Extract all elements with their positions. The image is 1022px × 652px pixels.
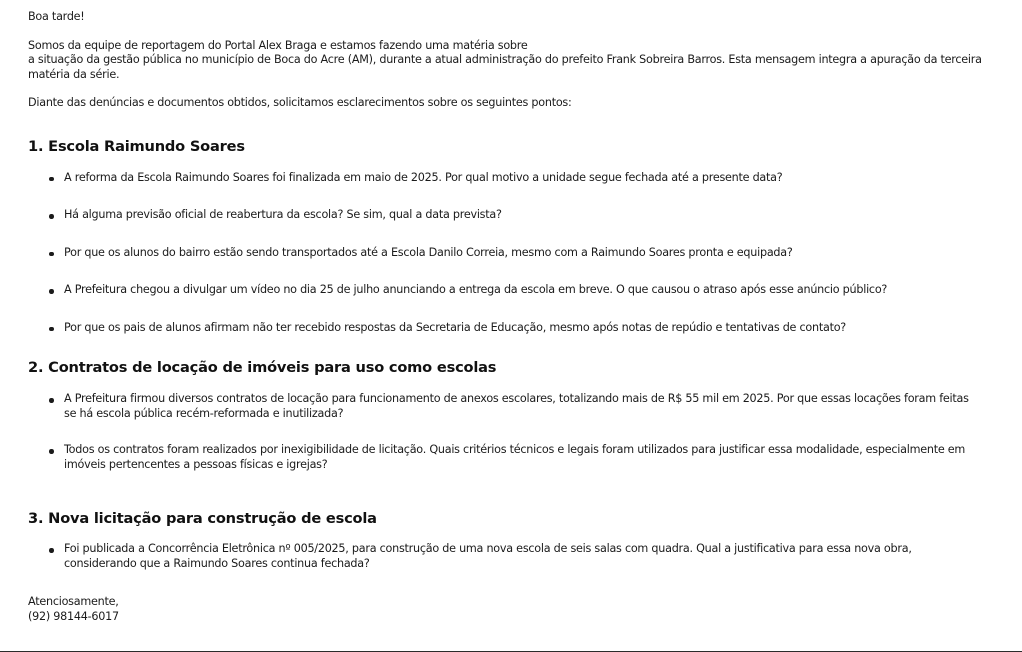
intro-line-1: Somos da equipe de reportagem do Portal Alex Braga e estamos fazendo uma matéria sobre: [28, 38, 528, 52]
section-title-licitacao: 3. Nova licitação para construção de escola: [28, 510, 377, 527]
email-body: [28, 10, 988, 624]
section-list-escola: [28, 171, 988, 336]
intro-line-2: a situação da gestão pública no município de Boca do Acre (AM), durante a atual administração do prefeito Frank Sobreira Barros. Esta mensagem integra a apuração da terceira matéria da série.: [28, 53, 982, 81]
intro-paragraph: [28, 39, 986, 83]
list-item: Há alguma previsão oficial de reabertura da escola? Se sim, qual a data prevista?: [28, 208, 984, 223]
list-item: Por que os pais de alunos afirmam não ter recebido respostas da Secretaria de Educação, mesmo após notas de repúdio e tentativas de contato?: [28, 321, 984, 336]
list-item: Foi publicada a Concorrência Eletrônica nº 005/2025, para construção de uma nova escola de seis salas com quadra. Qual a justificativa para essa nova obra, considerando que a Raimundo Soares continua fechada?: [28, 542, 984, 571]
closing: Atenciosamente,: [28, 595, 119, 608]
section-title-contratos: 2. Contratos de locação de imóveis para uso como escolas: [28, 359, 497, 376]
list-item: Todos os contratos foram realizados por inexigibilidade de licitação. Quais critérios técnicos e legais foram utilizados para justificar essa modalidade, especialmente em imóveis pertencentes a pessoas físicas e igrejas?: [28, 443, 984, 472]
section-title-escola: 1. Escola Raimundo Soares: [28, 137, 245, 155]
list-item: Por que os alunos do bairro estão sendo transportados até a Escola Danilo Correia, mesmo com a Raimundo Soares pronta e equipada?: [28, 246, 984, 261]
section-list-contratos: [28, 392, 988, 472]
request-paragraph: Diante das denúncias e documentos obtidos, solicitamos esclarecimentos sobre os seguintes pontos:: [28, 96, 572, 109]
greeting: Boa tarde!: [28, 10, 85, 23]
section-list-licitacao: [28, 542, 988, 571]
list-item: A Prefeitura chegou a divulgar um vídeo no dia 25 de julho anunciando a entrega da escola em breve. O que causou o atraso após esse anúncio público?: [28, 283, 984, 298]
phone-number: (92) 98144-6017: [28, 609, 119, 623]
list-item: A Prefeitura firmou diversos contratos de locação para funcionamento de anexos escolares, totalizando mais de R$ 55 mil em 2025. Por que essas locações foram feitas se há escola pública recém-reformada e inutilizada?: [28, 392, 984, 421]
list-item: A reforma da Escola Raimundo Soares foi finalizada em maio de 2025. Por qual motivo a unidade segue fechada até a presente data?: [28, 171, 984, 186]
